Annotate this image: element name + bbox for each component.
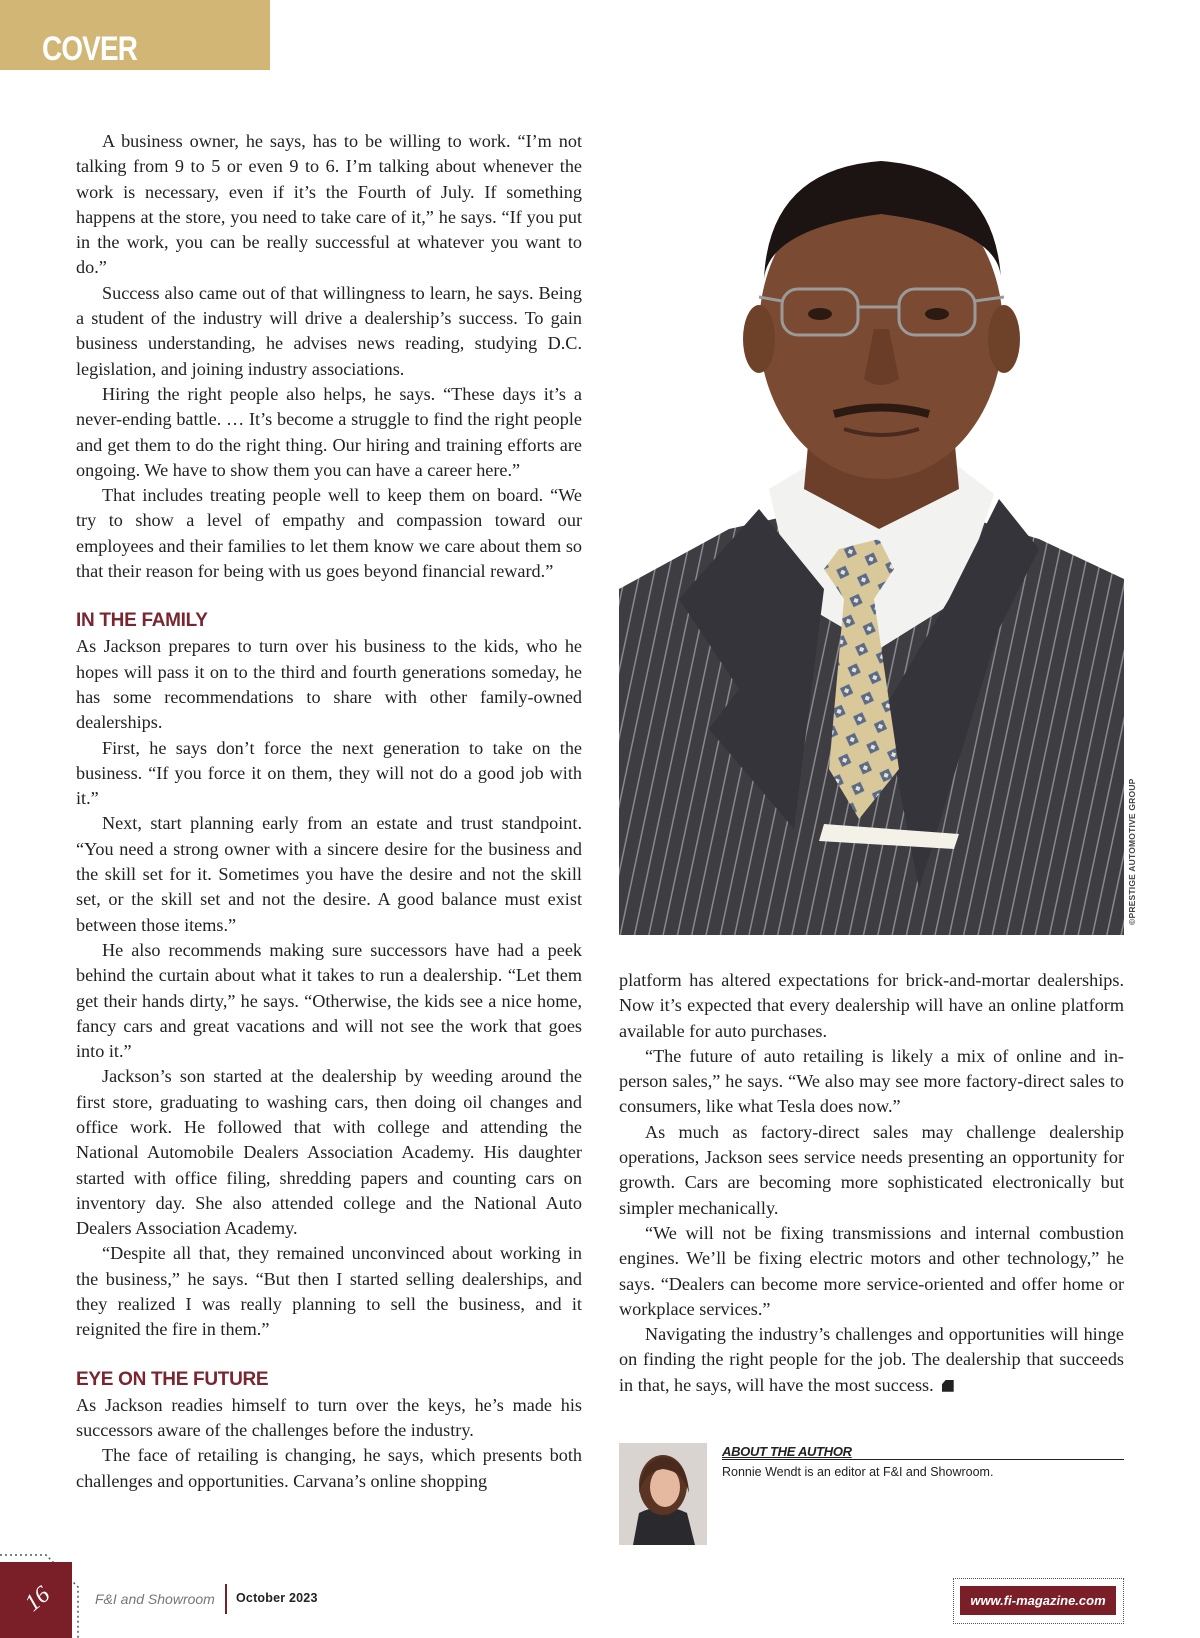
- issue-date: October 2023: [236, 1591, 318, 1605]
- section-label: COVER STORY: [42, 30, 138, 107]
- website-badge: [953, 1578, 1124, 1624]
- paragraph: That includes treating people well to keep them on board. “We try to show a level of empathy and compassion toward our employees and their families to let them know we care about them so that their reason for being with us goes beyond financial reward.”: [76, 485, 582, 582]
- paragraph: Next, start planning early from an estate and trust standpoint. “You need a strong owner with a sincere desire for the business and the skill set for it. Sometimes you have the desire and not the skill set, or the skill set and not the desire. A good balance must exist between those items.”: [76, 813, 582, 935]
- paragraph: Jackson’s son started at the dealership by weeding around the first store, graduating to washing cars, then doing oil changes and office work. He followed that with college and attending the National Automobile Dealers Association Academy. His daughter started with office filing, shredding papers and counting cars on inventory day. She also attended college and the National Auto Dealers Association Academy.: [76, 1066, 582, 1239]
- portrait-photo: [619, 129, 1124, 935]
- subheading-eye-on-the-future: EYE ON THE FUTURE: [76, 1368, 269, 1390]
- section-tab: [0, 0, 270, 107]
- paragraph: platform has altered expectations for brick-and-mortar dealerships. Now it’s expected that every dealership will have an online platform available for auto purchases.: [619, 970, 1124, 1041]
- paragraph: As Jackson prepares to turn over his business to the kids, who he hopes will pass it on to the third and fourth generations someday, he has some recommendations to share with other family-owned dealerships.: [76, 636, 582, 733]
- author-heading: ABOUT THE AUTHOR: [722, 1443, 1124, 1460]
- paragraph: “The future of auto retailing is likely a mix of online and in-person sales,” he says. “We also may see more factory-direct sales to consumers, like what Tesla does now.”: [619, 1045, 1124, 1117]
- author-photo: [619, 1443, 707, 1545]
- end-mark-icon: [942, 1380, 954, 1392]
- author-bio: Ronnie Wendt is an editor at F&I and Showroom.: [722, 1465, 994, 1479]
- publication-name: F&I and Showroom: [95, 1591, 215, 1607]
- paragraph: Success also came out of that willingness to learn, he says. Being a student of the industry will drive a dealership’s success. To gain business understanding, he advises news reading, studying D.C. legislation, and joining industry associations.: [76, 282, 582, 379]
- paragraph: A business owner, he says, has to be willing to work. “I’m not talking from 9 to 5 or even 9 to 6. I’m talking about whenever the work is necessary, even if it’s the Fourth of July. If something happens at the store, you need to take care of it,” he says. “If you put in the work, you can be really successful at whatever you want to do.”: [76, 131, 582, 278]
- paragraph-final: Navigating the industry’s challenges and opportunities will hinge on finding the right people for the job. The dealership that succeeds in that, he says, will have the most success.: [619, 1324, 1124, 1395]
- page-number-badge: [0, 1562, 72, 1638]
- paragraph: “We will not be fixing transmissions and internal combustion engines. We’ll be fixing electric motors and other technology,” he says. “Dealers can become more service-oriented and offer home or workplace services.”: [619, 1222, 1124, 1319]
- footer-divider: [225, 1584, 227, 1614]
- portrait-illustration: [619, 129, 1124, 935]
- paragraph: First, he says don’t force the next generation to take on the business. “If you force it on them, they will not do a good job with it.”: [76, 737, 582, 809]
- left-column: [76, 129, 582, 1494]
- photo-credit: ©PRESTIGE AUTOMOTIVE GROUP: [1127, 778, 1137, 925]
- paragraph: As much as factory-direct sales may challenge dealership operations, Jackson sees service needs presenting an opportunity for growth. Cars are becoming more sophisticated electronically but simpler mechanically.: [619, 1121, 1124, 1218]
- about-the-author: [619, 1443, 1124, 1547]
- page-number: 16: [20, 1581, 56, 1617]
- subheading-in-the-family: IN THE FAMILY: [76, 610, 208, 632]
- paragraph: As Jackson readies himself to turn over the keys, he’s made his successors aware of the challenges before the industry.: [76, 1394, 582, 1440]
- website-link[interactable]: www.fi-magazine.com: [960, 1586, 1116, 1615]
- author-portrait-illustration: [619, 1443, 707, 1545]
- paragraph: The face of retailing is changing, he says, which presents both challenges and opportunities. Carvana’s online shopping: [76, 1445, 582, 1491]
- right-column: [619, 968, 1124, 1398]
- paragraph: Hiring the right people also helps, he says. “These days it’s a never-ending battle. … It’s become a struggle to find the right people and get them to do the right thing. Our hiring and training efforts are ongoing. We have to show them you can have a career here.”: [76, 383, 582, 480]
- paragraph: “Despite all that, they remained unconvinced about working in the business,” he says. “But then I started selling dealerships, and they realized I was really planning to sell the business, and it reignited the fire in them.”: [76, 1243, 582, 1340]
- paragraph: He also recommends making sure successors have had a peek behind the curtain about what it takes to run a dealership. “Let them get their hands dirty,” he says. “Otherwise, the kids see a nice home, fancy cars and great vacations and will not see the work that goes into it.”: [76, 939, 582, 1062]
